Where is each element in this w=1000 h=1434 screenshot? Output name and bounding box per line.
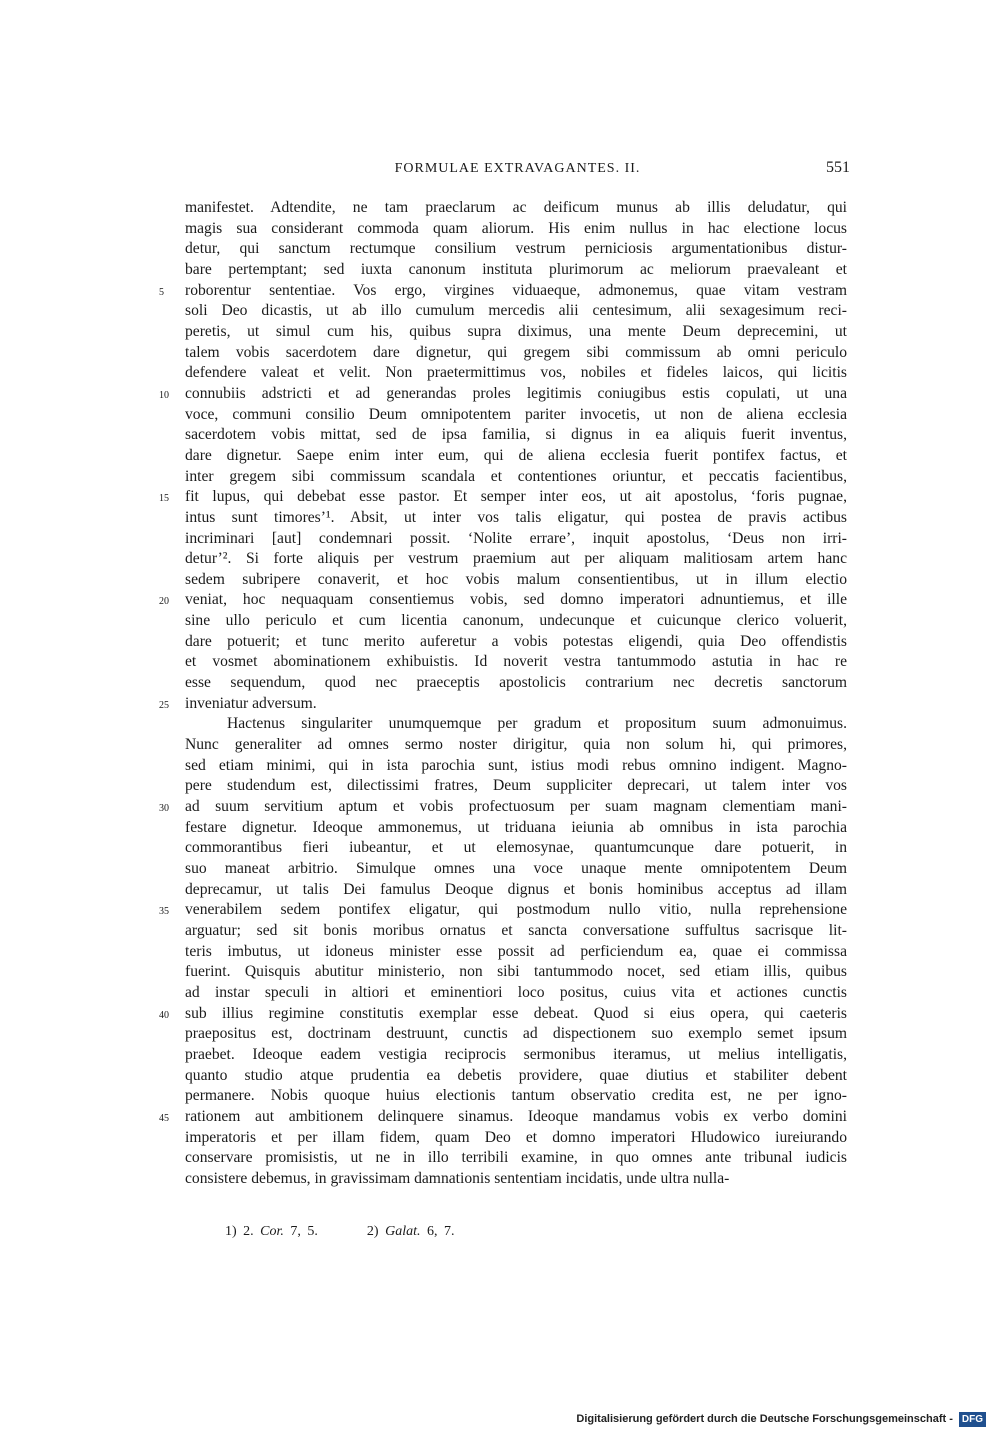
text-line: inveniatur adversum. 25	[185, 694, 847, 715]
funding-text: Digitalisierung gefördert durch die Deutsche Forschungsgemeinschaft -	[576, 1413, 953, 1425]
text-line: soli Deo dicastis, ut ab illo cumulum mercedis alii centesimum, alii sexagesimum reci-	[185, 302, 847, 320]
text-line: consistere debemus, in gravissimam damnationis sententiam incidatis, unde ultra nulla-	[185, 1169, 730, 1187]
text-line: dare potuerit; et tunc merito auferetur a vobis potestas eligendi, quia Deo offendistis	[185, 632, 847, 650]
text-line: deprecamur, ut talis Dei famulus Deoque dignus et bonis hominibus acceptus ad illam	[185, 880, 847, 898]
line-number: 5	[159, 286, 164, 298]
line-number: 45	[159, 1112, 169, 1124]
text-line: magis sua considerant commoda quam aliorum. His enim nullus in hac electione locus	[185, 219, 847, 237]
text-line: inter gregem sibi commissum scandala et contentiones oriuntur, et peccatis facientibus,	[185, 467, 847, 485]
text-line: dare dignetur. Saepe enim inter eum, qui de aliena ecclesia fuerit pontifex factus, et	[185, 446, 847, 464]
line-number: 40	[159, 1009, 169, 1021]
text-line: arguatur; sed sit bonis moribus ornatus et sancta conversatione suffultus sacrisque lit-	[185, 921, 847, 939]
text-line: fit lupus, qui debebat esse pastor. Et semper inter eos, ut ait apostolus, ‘foris pugnae, 15	[185, 487, 847, 508]
text-line: ad instar speculi in altiori et eminentiori loco positus, cuius vita et actiones cunctis	[185, 983, 847, 1001]
footnote-1: 1) 2. Cor. 7, 5.	[225, 1224, 318, 1239]
line-number: 25	[159, 699, 169, 711]
text-line: Nunc generaliter ad omnes sermo noster dirigitur, quia non solum hi, qui primores,	[185, 736, 847, 754]
dfg-logo-icon: DFG	[959, 1412, 986, 1427]
text-line: talem vobis sacerdotem dare dignetur, qui gregem sibi commissum ab omni periculo	[185, 343, 847, 361]
text-line: sub illius regimine constitutis exemplar esse debeat. Quod si eius opera, qui caeteris 40	[185, 1004, 847, 1025]
page-number: 551	[826, 159, 850, 176]
funding-banner	[576, 1411, 986, 1427]
text-line: sacerdotem vobis mittat, sed de ipsa familia, si dignus in ea aliquis fuerit inventus,	[185, 426, 847, 444]
footnotes	[225, 1224, 454, 1240]
text-line: venerabilem sedem pontifex eligatur, qui postmodum nullo vitio, nulla reprehensione 35	[185, 900, 847, 921]
paragraph	[159, 198, 847, 714]
footnote-2: 2) Galat. 6, 7.	[366, 1224, 455, 1239]
text-line: roborentur sententiae. Vos ergo, virgines viduaeque, admonemus, quae vitam vestram 5	[185, 281, 847, 302]
line-number: 10	[159, 389, 169, 401]
line-number: 35	[159, 906, 169, 918]
text-line: veniat, hoc nequaquam consentiemus vobis, sed domno imperatori adnuntiemus, et ille 20	[185, 590, 847, 611]
line-number: 30	[159, 803, 169, 815]
text-line: imperatoris et per illam fidem, quam Deo et domno imperatori Hludowico iureiurando	[185, 1128, 847, 1146]
text-body	[159, 198, 847, 1190]
text-line: voce, communi consilio Deum omnipotentem pariter invocetis, ut non de aliena ecclesia	[185, 405, 847, 423]
paragraph	[159, 714, 847, 1189]
text-line: commorantibus fieri iubeantur, et ut elemosynae, quantumcunque dare potuerit, in	[185, 839, 847, 857]
text-line: detur’². Si forte aliquis per vestrum praemium aut per aliquam malitiosam artem hanc	[185, 550, 847, 568]
text-line: detur, qui sanctum rectumque consilium vestrum perniciosis argumentationibus distur-	[185, 240, 847, 258]
text-line: intus sunt timores’¹. Absit, ut inter vos talis eligatur, qui postea de pravis actibus	[185, 508, 847, 526]
text-line: permanere. Nobis quoque huius electionis tantum observatio credita est, ne per igno-	[185, 1087, 847, 1105]
text-line: conservare promisistis, ut ne in illo terribili examine, in quo omnes ante tribunal iudicis	[185, 1149, 847, 1167]
text-line: ad suum servitium aptum et vobis profectuosum per suam magnam clementiam mani- 30	[185, 797, 847, 818]
line-number: 20	[159, 596, 169, 608]
text-line: esse sequendum, quod nec praeceptis apostolicis contrarium nec decretis sanctorum	[185, 674, 847, 692]
text-line: pere studendum est, dilectissimi fratres, Deum suppliciter deprecari, ut talem inter vos	[185, 777, 847, 795]
text-line: et vosmet abominationem exhibuistis. Id noverit vestra tantummodo astutia in hac re	[185, 653, 847, 671]
text-line: defendere valeat et velit. Non praetermittimus vos, nobiles et fideles laicos, qui licitis	[185, 364, 847, 382]
text-line: peretis, ut simul cum his, quibus supra diximus, una mente Deum deprecemini, ut	[185, 322, 847, 340]
text-line: teris imbutus, ut idoneus minister esse possit ad perficiendum ea, quae ei commissa	[185, 942, 847, 960]
text-line: sine ullo periculo et cum licentia canonum, undecunque et cuicunque clerico voluerit,	[185, 612, 847, 630]
text-line: suo maneat arbitrio. Simulque omnes una voce unaque mente omnipotentem Deum	[185, 860, 847, 877]
text-line: connubiis adstricti et ad generandas proles legitimis coniugibus estis copulati, ut una 10	[185, 384, 847, 405]
line-number: 15	[159, 493, 169, 505]
text-line: sedem subripere conaverit, et hoc vobis malum consentientibus, ut in illum electio	[185, 570, 847, 588]
text-line: incriminari [aut] condemnari possit. ‘Nolite errare’, inquit apostolus, ‘Deus non irri-	[185, 529, 847, 547]
text-line: Hactenus singulariter unumquemque per gradum et propositum suum admonuimus.	[227, 715, 847, 733]
page-header	[185, 159, 850, 181]
text-line: sed etiam minimi, qui in ista parochia sunt, istius modi rebus omnino indigent. Magno-	[185, 756, 847, 774]
text-line: quanto studio atque prudentia ea debetis providere, quae diutius et stabiliter debent	[185, 1066, 847, 1084]
text-line: fuerint. Quisquis abutitur ministerio, non sibi tantummodo nocet, sed etiam illis, quibus	[185, 963, 847, 981]
text-line: praepositus est, doctrinam destruunt, cunctis ad dispectionem suo exemplo semet ipsum	[185, 1025, 847, 1043]
text-line: festare dignetur. Ideoque ammonemus, ut triduana ieiunia ab omnibus in ista parochia	[185, 818, 847, 836]
running-head: FORMULAE EXTRAVAGANTES. II.	[394, 161, 641, 176]
text-line: praebet. Ideoque eadem vestigia reciprocis sermonibus iteramus, ut melius intelligatis,	[185, 1045, 847, 1063]
text-line: bare pertemptant; sed iuxta canonum instituta plurimorum ac meliorum praevaleant et	[185, 260, 847, 278]
text-line: manifestet. Adtendite, ne tam praeclarum ac deificum munus ab illis deludatur, qui	[185, 199, 847, 216]
text-line: rationem aut ambitionem delinquere sinamus. Ideoque mandamus vobis ex verbo domini 45	[185, 1107, 847, 1128]
